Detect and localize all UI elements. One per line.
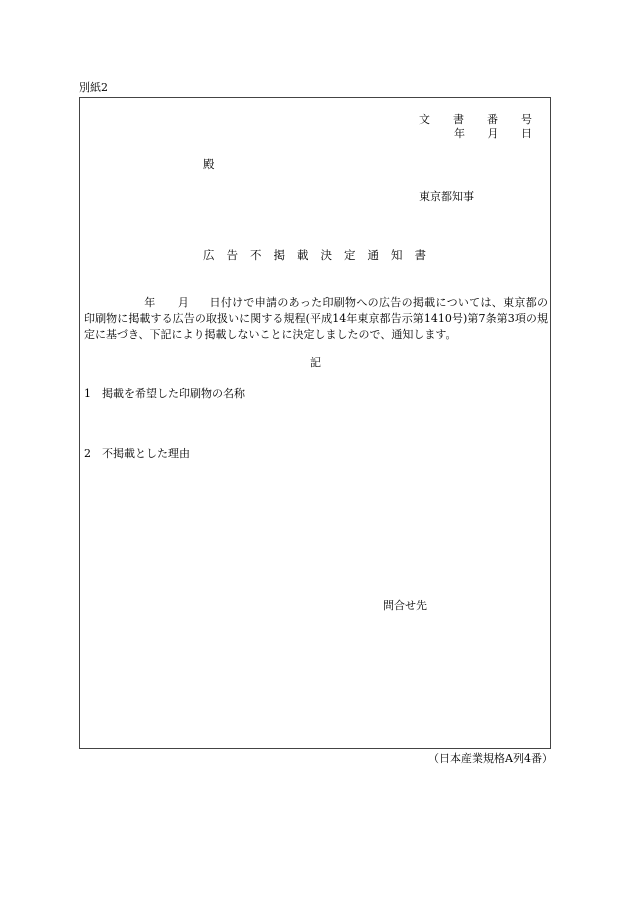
doc-number-char: 書 [453, 113, 464, 126]
ki-heading: 記 [310, 356, 321, 369]
item-number: 2 [84, 447, 91, 460]
list-item [84, 448, 190, 459]
title-char: 知 [391, 248, 403, 262]
body-year: 年 [144, 296, 156, 309]
sender-name: 東京都知事 [419, 190, 474, 203]
body-text: 日付けで申請のあった印刷物への広告の掲載については、東京都の印刷物に掲載する広告の取扱いに関する規程(平成14年東京都告示第1410号)第7条第3項の規定に基づき、下記により掲載しないことに決定しましたので、通知します。 [84, 296, 548, 341]
notice-body [84, 295, 548, 343]
list-item [84, 388, 245, 399]
document-title [203, 250, 426, 262]
addressee-suffix: 殿 [203, 157, 215, 171]
document-number-field [419, 114, 532, 125]
doc-number-char: 番 [487, 113, 498, 126]
date-year: 年 [454, 127, 465, 140]
item-text: 掲載を希望した印刷物の名称 [102, 387, 245, 400]
title-char: 通 [367, 248, 379, 262]
title-char: 不 [250, 248, 262, 262]
title-char: 掲 [273, 248, 285, 262]
document-frame [79, 97, 551, 749]
item-number: 1 [84, 387, 91, 400]
attachment-label: 別紙2 [79, 81, 108, 94]
body-month: 月 [177, 296, 190, 309]
item-text: 不掲載とした理由 [102, 447, 190, 460]
title-char: 決 [320, 248, 332, 262]
date-day: 日 [521, 127, 532, 140]
title-char: 書 [414, 248, 426, 262]
title-char: 載 [297, 248, 309, 262]
contact-label: 問合せ先 [383, 599, 427, 612]
title-char: 告 [226, 248, 238, 262]
document-date-field [454, 128, 532, 139]
doc-number-char: 号 [521, 113, 532, 126]
paper-size-note: （日本産業規格A列4番） [428, 752, 553, 765]
title-char: 定 [344, 248, 356, 262]
doc-number-char: 文 [419, 113, 430, 126]
title-char: 広 [203, 248, 215, 262]
date-month: 月 [487, 127, 499, 140]
